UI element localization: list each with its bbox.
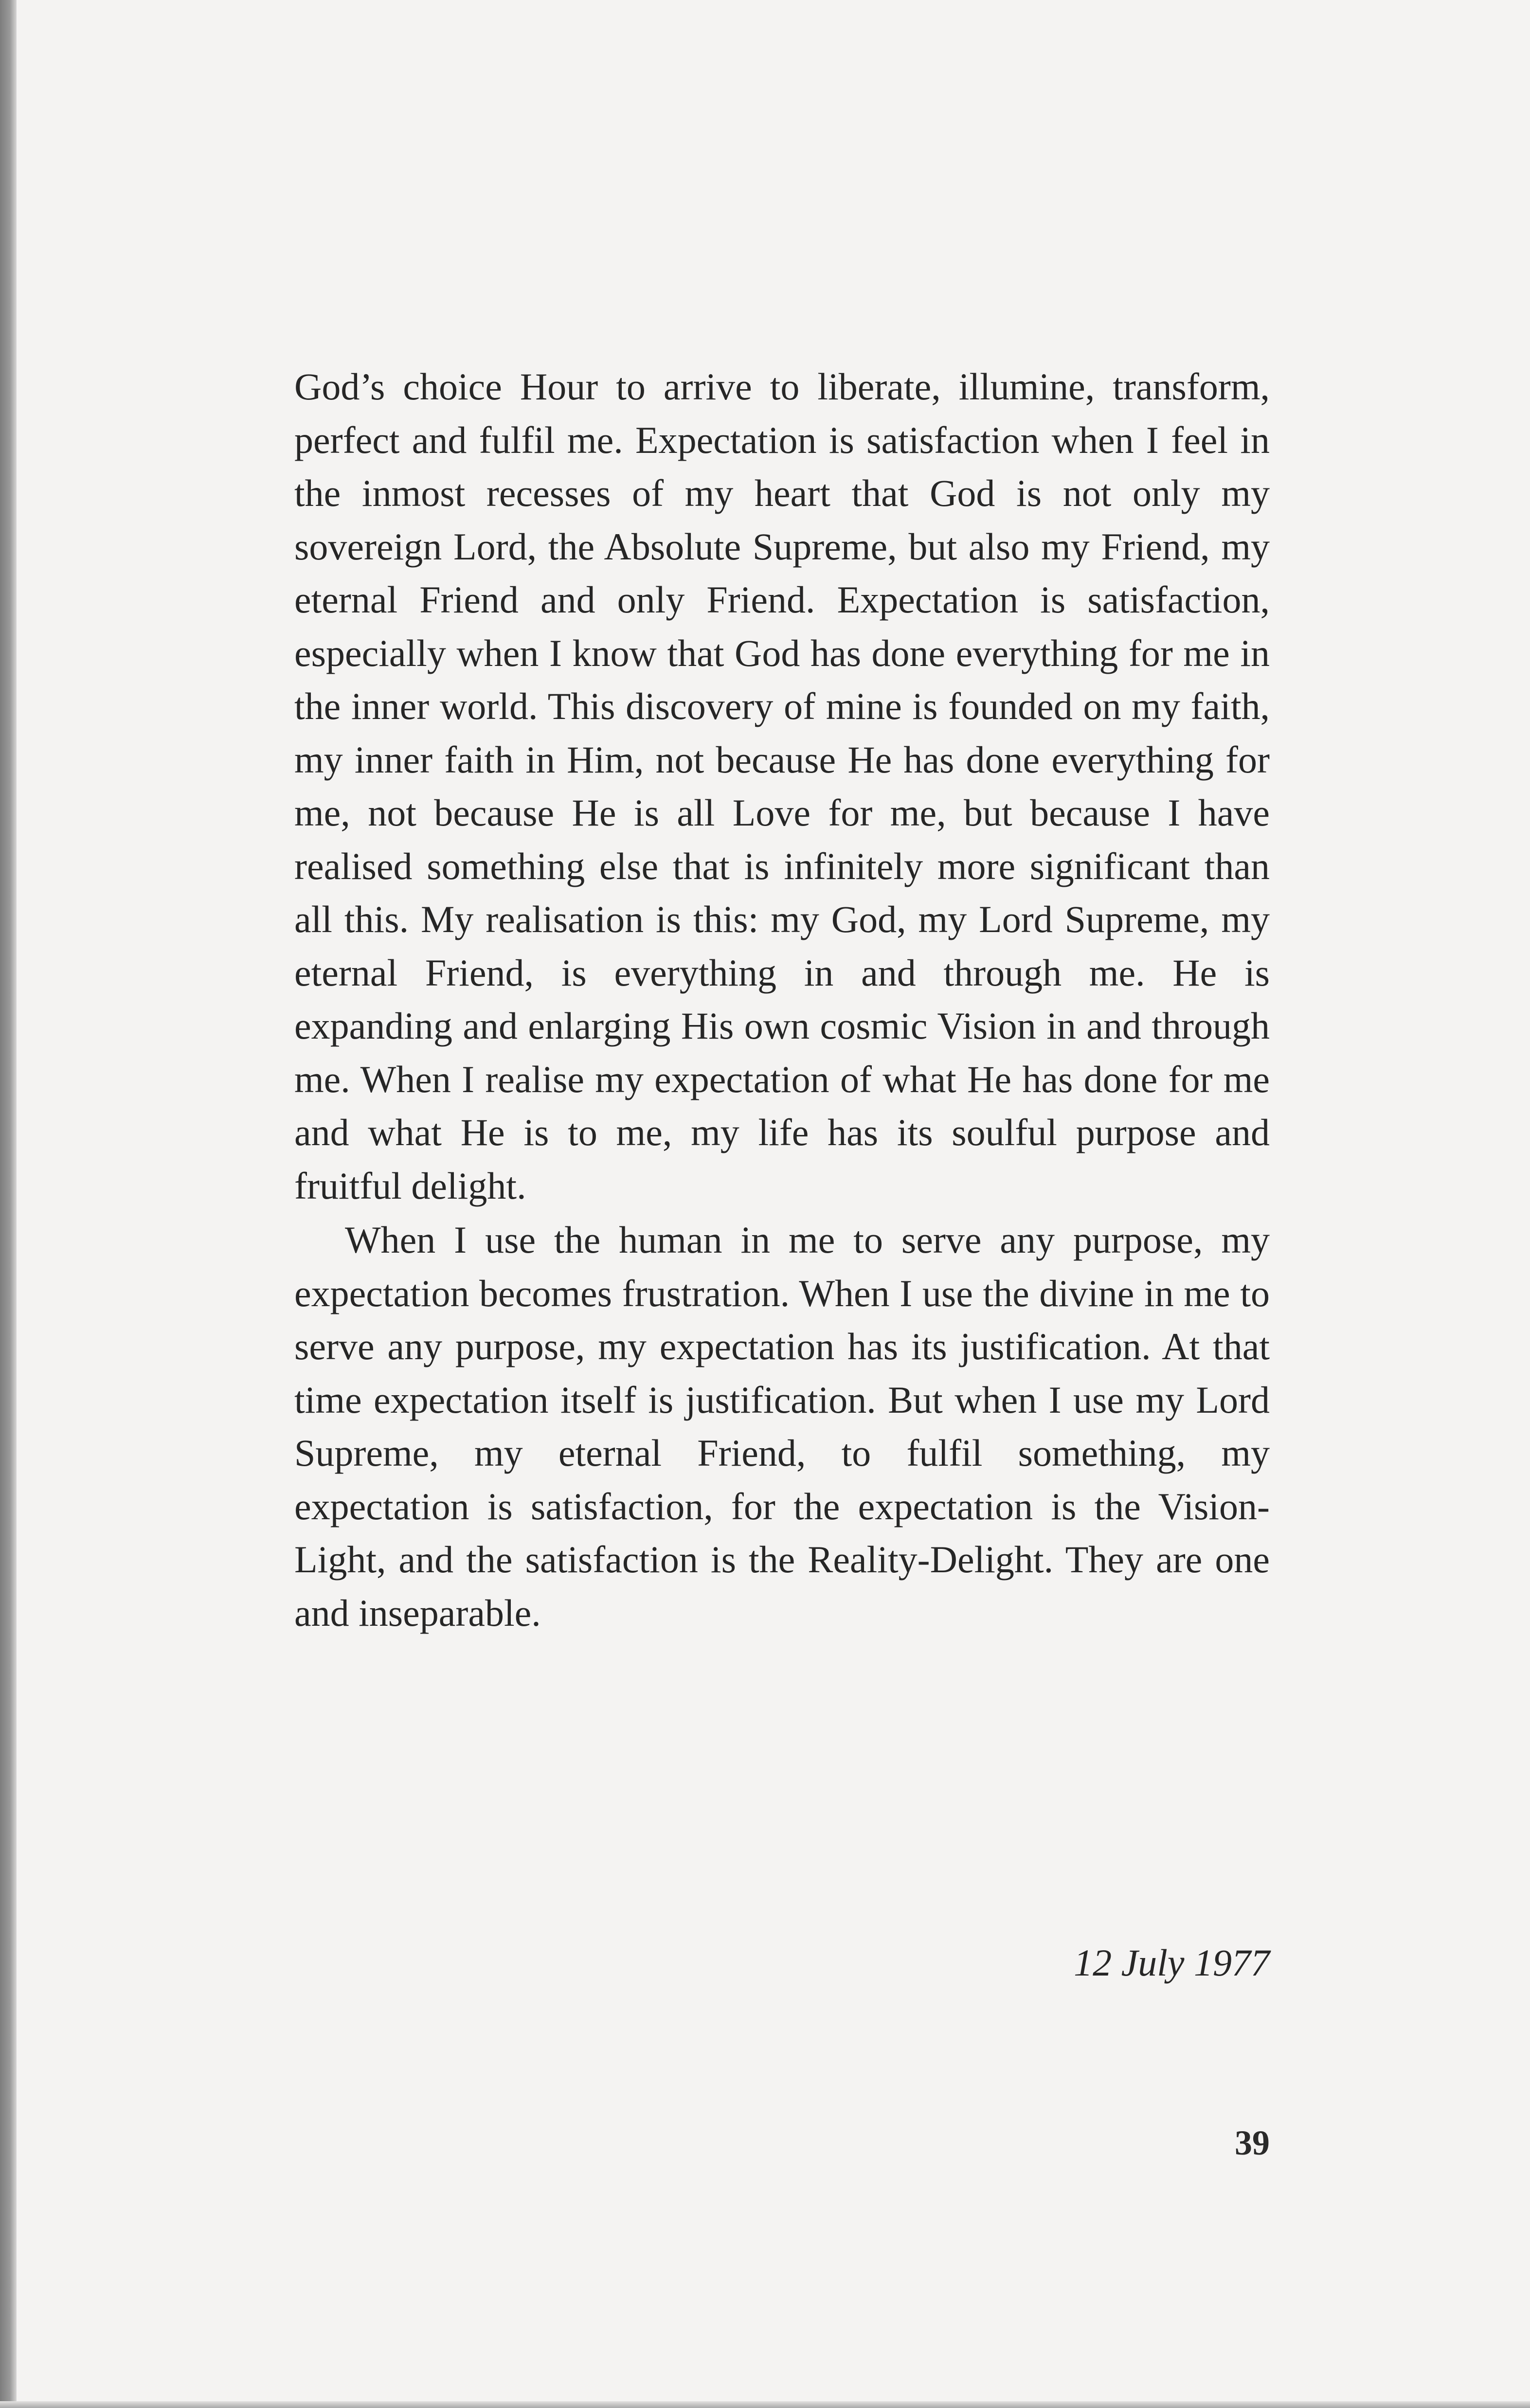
dateline: 12 July 1977 (1074, 1941, 1270, 1984)
paragraph: When I use the human in me to serve any purpose, my expectation becomes frustration. When I use the divine in me to serve any purpose, my expectation has its justification. At that time expectation itself is justification. But when I use my Lord Supreme, my eternal Friend, to fulfil something, my expectation is satisfaction, for the expectation is the Vision-Light, and the satisfaction is the Reality-Delight. They are one and inseparable. (294, 1219, 1270, 1634)
paragraph-continued: God’s choice Hour to arrive to liberate, illumine, transform, perfect and fulfil me. Expectation is satisfaction when I feel in the inmost recesses of my heart that God is not only my sovereign Lord, the Absolute Supreme, but also my Friend, my eternal Friend and only Friend. Expectation is satisfaction, especially when I know that God has done everything for me in the inner world. This discovery of mine is founded on my faith, my inner faith in Him, not because He has done everything for me, not because He is all Love for me, but because I have realised something else that is infinitely more significant than all this. My realisation is this: my God, my Lord Supreme, my eternal Friend, is everything in and through me. He is expanding and enlarging His own cosmic Vision in and through me. When I realise my expectation of what He has done for me and what He is to me, my life has its soulful purpose and fruitful delight. (294, 365, 1270, 1207)
page-number: 39 (1235, 2123, 1270, 2162)
body-text (294, 360, 1270, 1639)
